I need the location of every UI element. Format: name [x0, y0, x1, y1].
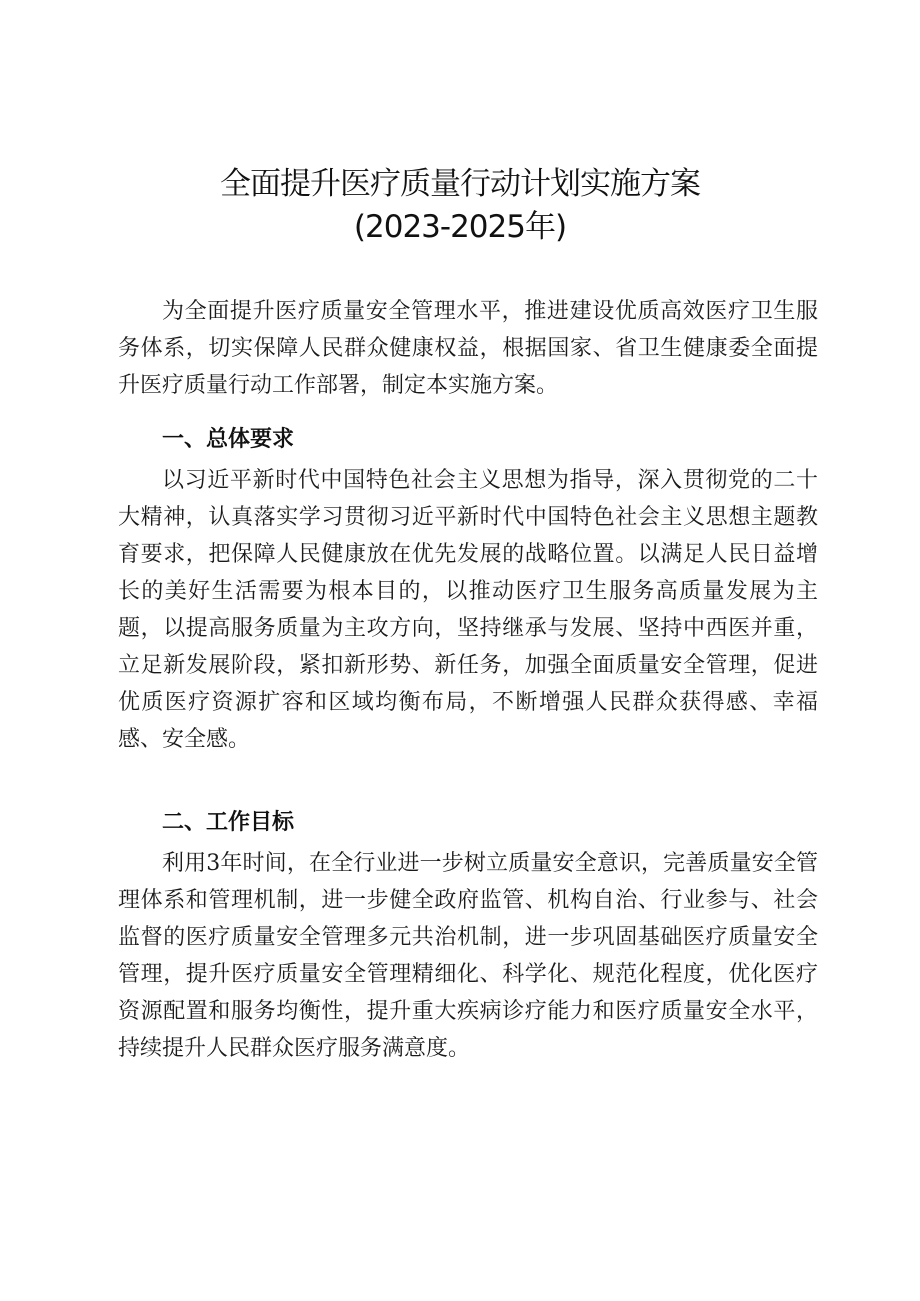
intro-paragraph: 为全面提升医疗质量安全管理水平，推进建设优质高效医疗卫生服务体系，切实保障人民群众健康权益，根据国家、省卫生健康委全面提升医疗质量行动工作部署，制定本实施方案。	[118, 299, 818, 398]
section-paragraph-work-goals: 利用3年时间，在全行业进一步树立质量安全意识，完善质量安全管理体系和管理机制，进一步健全政府监管、机构自治、行业参与、社会监督的医疗质量安全管理多元共治机制，进一步巩固基础医疗质量安全管理，提升医疗质量安全管理精细化、科学化、规范化程度，优化医疗资源配置和服务均衡性，提升重大疾病诊疗能力和医疗质量安全水平，持续提升人民群众医疗服务满意度。	[118, 851, 818, 1061]
section-paragraph-general-requirements: 以习近平新时代中国特色社会主义思想为指导，深入贯彻党的二十大精神，认真落实学习贯彻习近平新时代中国特色社会主义思想主题教育要求，把保障人民健康放在优先发展的战略位置。以满足人民日益增长的美好生活需要为根本目的，以推动医疗卫生服务高质量发展为主题，以提高服务质量为主攻方向，坚持继承与发展、坚持中西医并重，立足新发展阶段，紧扣新形势、新任务，加强全面质量安全管理，促进优质医疗资源扩容和区域均衡布局，不断增强人民群众获得感、幸福感、安全感。	[118, 468, 818, 752]
document-title: 全面提升医疗质量行动计划实施方案	[220, 166, 700, 202]
section-heading-work-goals: 二、工作目标	[162, 810, 295, 835]
section-heading-general-requirements: 一、总体要求	[162, 427, 295, 452]
document-title-years: (2023-2025年)	[353, 209, 567, 245]
